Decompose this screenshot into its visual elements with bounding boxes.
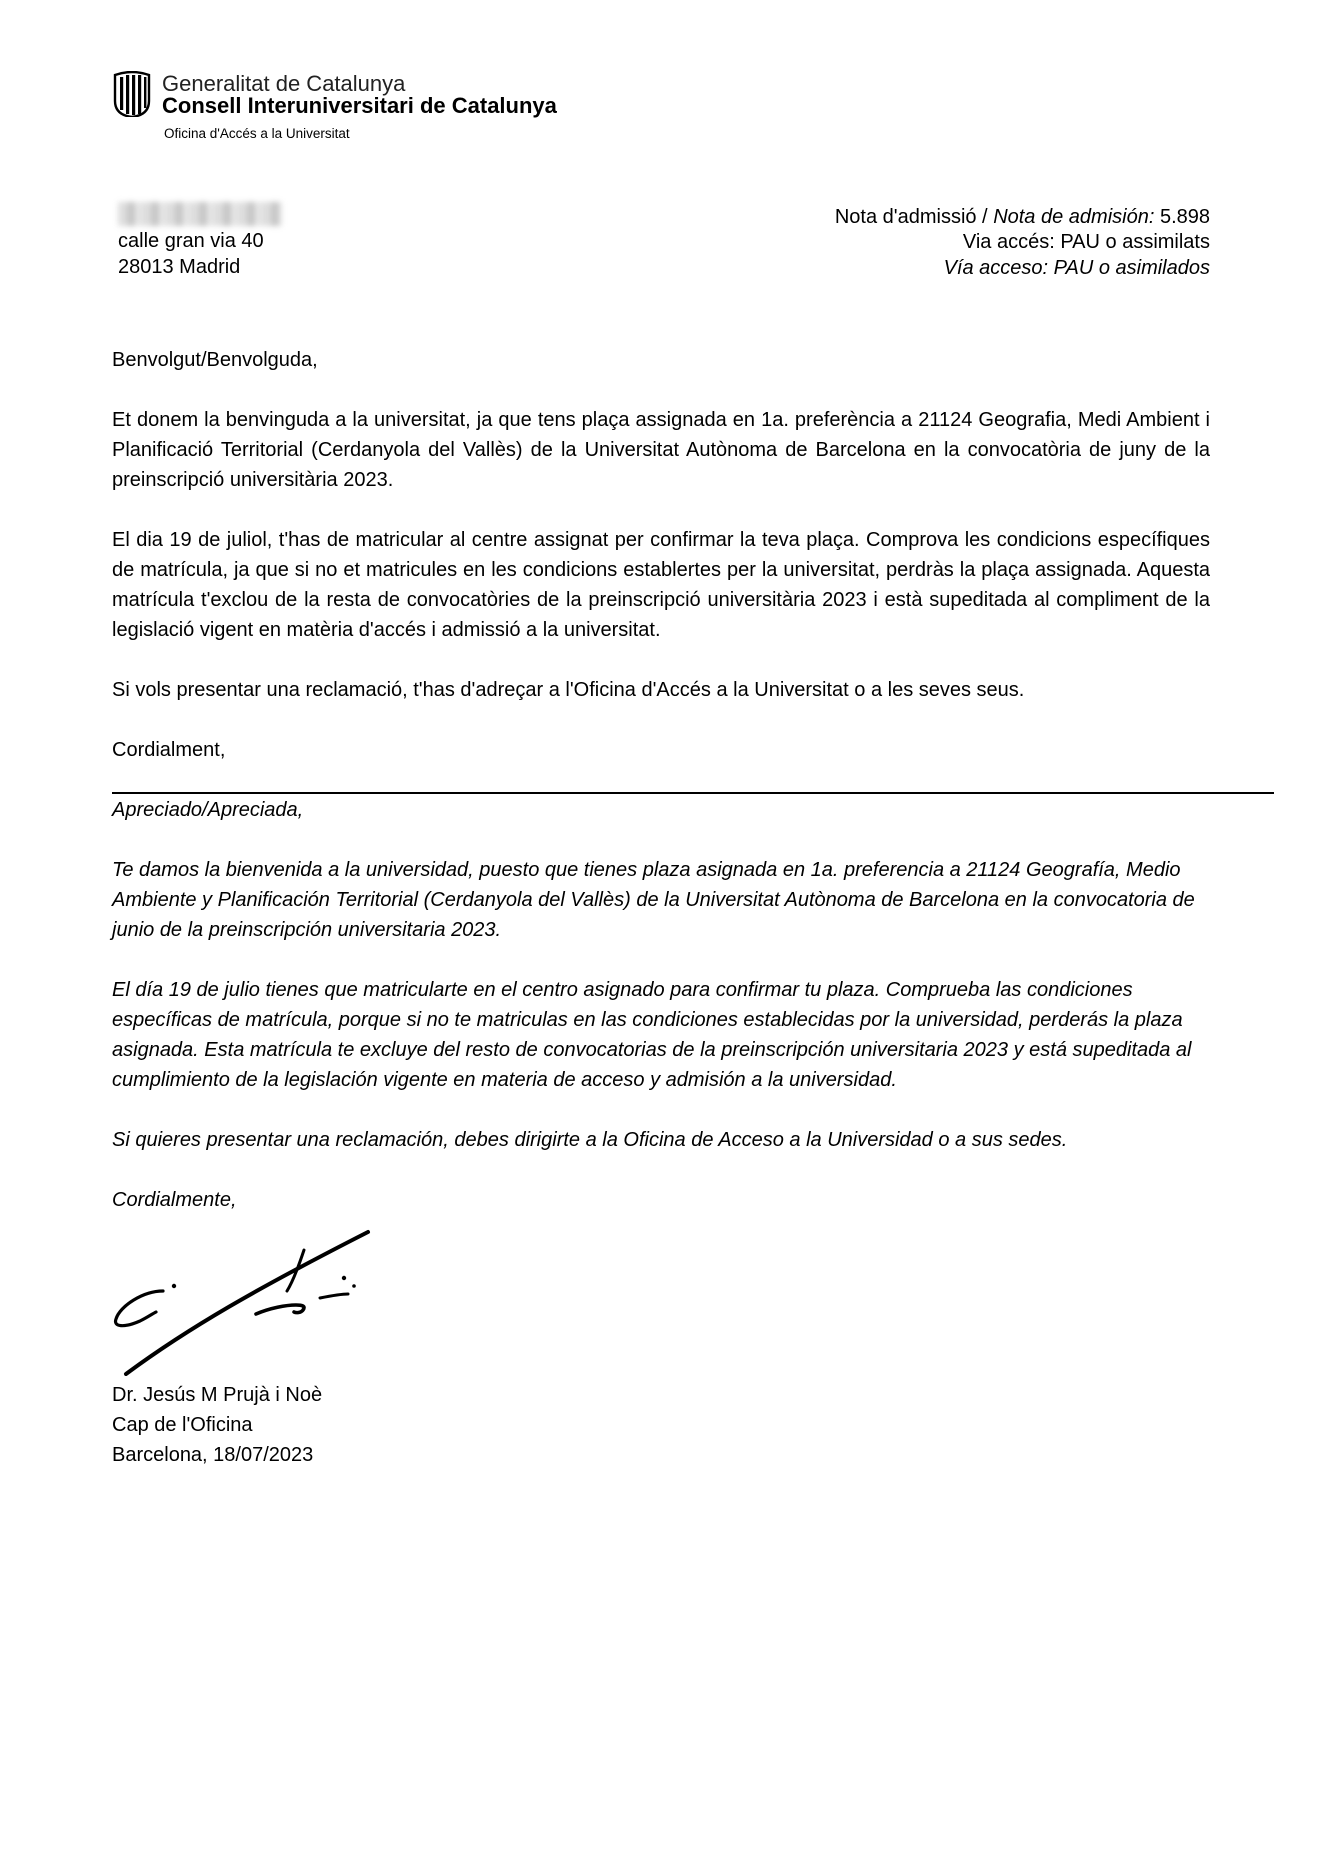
paragraph-1-es: Te damos la bienvenida a la universidad, puesto que tienes plaza asignada en 1a. preferencia a 21124 Geografía, Medio Ambiente y Planificación Territorial (Cerdanyola del Vallès) de la Universitat Autònoma de Barcelona en la convocatoria de junio de la preinscripción universitaria 2023. [112,859,1195,941]
recipient-street: calle gran via 40 [118,230,264,252]
redacted-recipient-name [118,202,282,226]
closing-ca: Cordialment, [112,739,226,761]
greeting-es: Apreciado/Apreciada, [112,799,304,821]
paragraph-3-es: Si quieres presentar una reclamación, debes dirigirte a la Oficina de Acceso a la Universidad o a sus sedes. [112,1129,1068,1151]
org-name-consell: Consell Interuniversitari de Catalunya [162,93,557,118]
closing-es: Cordialmente, [112,1189,237,1211]
signatory-name: Dr. Jesús M Prujà i Noè [112,1384,323,1406]
nota-value: 5.898 [1154,206,1210,228]
place-date: Barcelona, 18/07/2023 [112,1444,314,1466]
handwritten-signature [108,1228,378,1376]
language-divider [112,792,1274,794]
paragraph-2-ca: El dia 19 de juliol, t'has de matricular al centre assignat per confirmar la teva plaça. Comprova les condicions específiques de matrícula, ja que si no et matricules en les condicions establertes per la universitat, perdràs la plaça assignada. Aquesta matrícula t'exclou de la resta de convocatòries de la preinscripció universitària 2023 i està supeditada al compliment de la legislació vigent en matèria d'accés i admissió a la universitat. [112,529,1210,641]
office-name: Oficina d'Accés a la Universitat [164,126,350,141]
nota-label-ca: Nota d'admissió / [834,206,994,228]
access-route-ca: Via accés: PAU o assimilats [962,231,1210,253]
paragraph-2-es: El día 19 de julio tienes que matricularte en el centro asignado para confirmar tu plaza. Comprueba las condiciones específicas de matrícula, porque si no te matriculas en las condiciones establecidas por la universidad, perderás la plaza asignada. Esta matrícula te excluye del resto de convocatorias de la preinscripción universitaria 2023 y está supeditada al cumplimiento de la legislación vigente en materia de acceso y admisión a la universidad. [112,979,1192,1091]
recipient-city: 28013 Madrid [118,256,241,278]
org-name-generalitat: Generalitat de Catalunya [162,71,406,96]
greeting-ca: Benvolgut/Benvolguda, [112,349,318,371]
admission-score [835,204,1210,230]
access-route-es: Vía acceso: PAU o asimilados [943,257,1210,279]
generalitat-emblem-icon [113,71,151,117]
paragraph-3-ca: Si vols presentar una reclamació, t'has d'adreçar a l'Oficina d'Accés a la Universitat o a les seves seus. [112,679,1025,701]
paragraph-1-ca: Et donem la benvinguda a la universitat, ja que tens plaça assignada en 1a. preferència a 21124 Geografia, Medi Ambient i Planificació Territorial (Cerdanyola del Vallès) de la Universitat Autònoma de Barcelona en la convocatòria de juny de la preinscripció universitària 2023. [112,409,1210,491]
nota-label-es: Nota de admisión: [993,206,1155,228]
signatory-role: Cap de l'Oficina [112,1414,253,1436]
